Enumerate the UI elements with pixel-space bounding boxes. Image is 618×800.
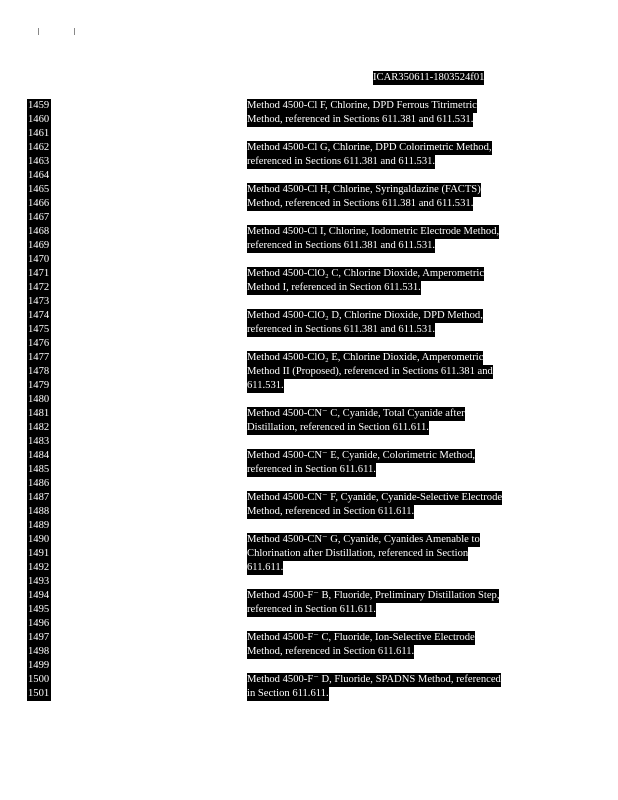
method-entry — [247, 225, 499, 253]
method-entry-line: Method, referenced in Section 611.611. — [247, 646, 415, 657]
method-entry — [247, 533, 480, 575]
line-number: 1466 — [28, 198, 50, 209]
line-number: 1477 — [28, 352, 50, 363]
line-number: 1481 — [28, 408, 50, 419]
header-tick-mark — [74, 28, 75, 35]
method-entry-line: Method 4500-CN⁻ C, Cyanide, Total Cyanide after — [247, 408, 465, 419]
method-entry-line: Method 4500-ClO₂ E, Chlorine Dioxide, Amperometric — [247, 352, 484, 363]
method-entry-line: referenced in Section 611.611. — [247, 604, 376, 615]
line-number: 1490 — [28, 534, 50, 545]
method-entry-line: Method 4500-Cl F, Chlorine, DPD Ferrous Titrimetric — [247, 100, 477, 111]
method-entry-line: Chlorination after Distillation, referenced in Section — [247, 548, 469, 559]
line-number: 1498 — [28, 646, 50, 657]
method-entry-line: Method, referenced in Sections 611.381 and 611.531. — [247, 198, 474, 209]
method-entry-line: 611.531. — [247, 380, 284, 391]
line-number: 1499 — [28, 660, 50, 671]
method-entry-line: Method 4500-F⁻ C, Fluoride, Ion-Selective Electrode — [247, 632, 475, 643]
line-number: 1473 — [28, 296, 50, 307]
method-entry-line: Method 4500-ClO₂ C, Chlorine Dioxide, Amperometric — [247, 268, 485, 279]
method-entry — [247, 589, 499, 617]
line-number: 1491 — [28, 548, 50, 559]
line-number: 1496 — [28, 618, 50, 629]
method-entry — [247, 141, 492, 169]
line-number: 1461 — [28, 128, 50, 139]
line-number: 1492 — [28, 562, 50, 573]
method-entry-line: in Section 611.611. — [247, 688, 329, 699]
line-number: 1480 — [28, 394, 50, 405]
line-number: 1471 — [28, 268, 50, 279]
method-entry-line: Method 4500-F⁻ B, Fluoride, Preliminary Distillation Step, — [247, 590, 500, 601]
line-number: 1474 — [28, 310, 50, 321]
line-number: 1479 — [28, 380, 50, 391]
method-entry-line: referenced in Sections 611.381 and 611.531. — [247, 156, 436, 167]
line-number: 1486 — [28, 478, 50, 489]
method-entry-line: 611.611. — [247, 562, 284, 573]
line-number: 1472 — [28, 282, 50, 293]
line-number: 1470 — [28, 254, 50, 265]
method-entry — [247, 267, 484, 295]
line-number: 1500 — [28, 674, 50, 685]
method-entry-line: Method, referenced in Sections 611.381 and 611.531. — [247, 114, 474, 125]
line-number: 1460 — [28, 114, 50, 125]
line-number: 1493 — [28, 576, 50, 587]
method-entry-line: Method 4500-F⁻ D, Fluoride, SPADNS Method, referenced — [247, 674, 501, 685]
header-tick-mark — [38, 28, 39, 35]
method-entry-line: Method 4500-Cl G, Chlorine, DPD Colorimetric Method, — [247, 142, 492, 153]
line-number: 1467 — [28, 212, 50, 223]
line-number: 1485 — [28, 464, 50, 475]
line-number: 1468 — [28, 226, 50, 237]
method-entry-line: referenced in Section 611.611. — [247, 464, 376, 475]
method-entry-line: Method 4500-CN⁻ E, Cyanide, Colorimetric Method, — [247, 450, 476, 461]
line-number: 1484 — [28, 450, 50, 461]
method-entry-line: Method 4500-ClO₂ D, Chlorine Dioxide, DPD Method, — [247, 310, 483, 321]
method-entry-line: Method I, referenced in Section 611.531. — [247, 282, 421, 293]
method-entry-line: referenced in Sections 611.381 and 611.531. — [247, 240, 436, 251]
line-number: 1489 — [28, 520, 50, 531]
method-entry-line: Method 4500-CN⁻ G, Cyanide, Cyanides Amenable to — [247, 534, 480, 545]
method-entry-line: Method 4500-Cl H, Chlorine, Syringaldazine (FACTS) — [247, 184, 481, 195]
line-number: 1478 — [28, 366, 50, 377]
method-entry — [247, 491, 502, 519]
method-entry-line: Method II (Proposed), referenced in Sections 611.381 and — [247, 366, 493, 377]
line-number: 1494 — [28, 590, 50, 601]
line-number: 1464 — [28, 170, 50, 181]
method-entry-line: Method, referenced in Section 611.611. — [247, 506, 415, 517]
line-number: 1497 — [28, 632, 50, 643]
method-entry — [247, 407, 465, 435]
document-id: ICAR350611-1803524f01 — [373, 72, 485, 83]
method-entry-line: Distillation, referenced in Section 611.611. — [247, 422, 429, 433]
line-number: 1495 — [28, 604, 50, 615]
line-number: 1475 — [28, 324, 50, 335]
line-number: 1483 — [28, 436, 50, 447]
line-number: 1482 — [28, 422, 50, 433]
method-entry — [247, 631, 475, 659]
method-entry-line: Method 4500-CN⁻ F, Cyanide, Cyanide-Selective Electrode — [247, 492, 503, 503]
method-entry — [247, 449, 475, 477]
line-number: 1501 — [28, 688, 50, 699]
line-number: 1463 — [28, 156, 50, 167]
line-number: 1476 — [28, 338, 50, 349]
line-number: 1459 — [28, 100, 50, 111]
line-number: 1465 — [28, 184, 50, 195]
line-number: 1469 — [28, 240, 50, 251]
method-entry — [247, 673, 501, 701]
method-entry-line: Method 4500-Cl I, Chlorine, Iodometric Electrode Method, — [247, 226, 500, 237]
method-entry — [247, 351, 493, 393]
method-entry — [247, 309, 483, 337]
line-number: 1462 — [28, 142, 50, 153]
method-entry — [247, 183, 481, 211]
line-number: 1487 — [28, 492, 50, 503]
line-number: 1488 — [28, 506, 50, 517]
method-entry — [247, 99, 477, 127]
method-entry-line: referenced in Sections 611.381 and 611.531. — [247, 324, 436, 335]
